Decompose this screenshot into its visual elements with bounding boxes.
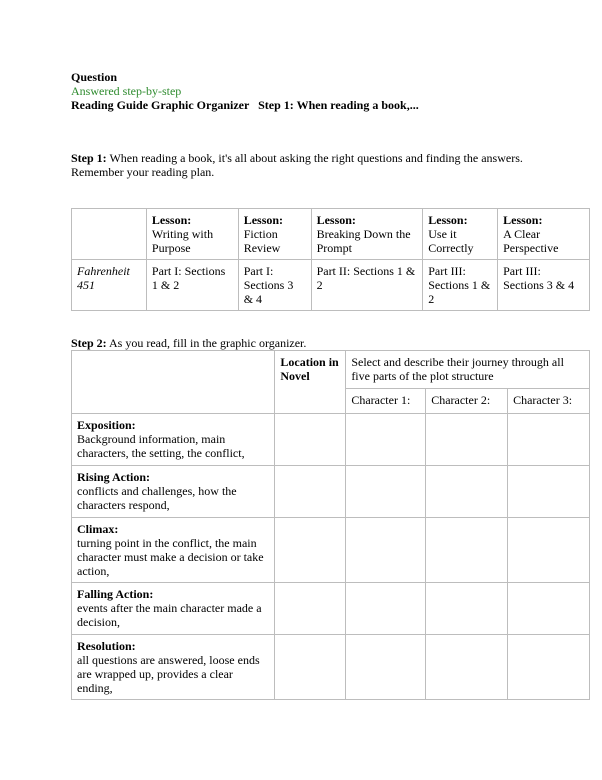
fill-cell[interactable]	[426, 583, 508, 635]
fill-cell[interactable]	[508, 635, 590, 700]
step1-label: Step 1:	[71, 151, 107, 165]
question-label: Question	[71, 70, 118, 84]
fill-cell[interactable]	[275, 518, 346, 583]
plot-stage-cell: Climax: turning point in the conflict, the main character must make a decision or take action,	[72, 518, 275, 583]
lesson-cell: Lesson: Writing with Purpose	[146, 209, 238, 260]
plot-stage-cell: Rising Action: conflicts and challenges, how the characters respond,	[72, 466, 275, 518]
fill-cell[interactable]	[508, 583, 590, 635]
plot-stage-cell: Falling Action: events after the main character made a decision,	[72, 583, 275, 635]
empty-cell	[72, 209, 147, 260]
table-row	[72, 518, 590, 583]
table-row	[72, 466, 590, 518]
table-row	[72, 635, 590, 700]
plot-stage-cell: Resolution: all questions are answered, loose ends are wrapped up, provides a clear ending,	[72, 635, 275, 700]
step2-text: As you read, fill in the graphic organizer.	[106, 336, 307, 350]
character-header: Character 1:	[346, 389, 426, 414]
fill-cell[interactable]	[346, 583, 426, 635]
lesson-cell: Lesson: Use it Correctly	[423, 209, 498, 260]
fill-cell[interactable]	[508, 414, 590, 466]
part-cell: Part I: Sections 1 & 2	[146, 260, 238, 311]
question-title: Reading Guide Graphic Organizer Step 1: When reading a book,...	[71, 98, 419, 112]
empty-cell	[72, 351, 275, 414]
location-header: Location in Novel	[275, 351, 346, 414]
table-row	[72, 583, 590, 635]
fill-cell[interactable]	[508, 518, 590, 583]
organizer-header-row	[72, 351, 590, 389]
fill-cell[interactable]	[426, 466, 508, 518]
document-header	[71, 70, 419, 112]
part-cell: Part III: Sections 3 & 4	[498, 260, 590, 311]
fill-cell[interactable]	[426, 414, 508, 466]
plot-stage-cell: Exposition: Background information, main characters, the setting, the conflict,	[72, 414, 275, 466]
lesson-row	[72, 209, 590, 260]
fill-cell[interactable]	[275, 466, 346, 518]
part-cell: Part III: Sections 1 & 2	[423, 260, 498, 311]
lesson-cell: Lesson: Breaking Down the Prompt	[311, 209, 423, 260]
fill-cell[interactable]	[346, 635, 426, 700]
step2-instructions	[71, 336, 306, 350]
step1-text: When reading a book, it's all about asking the right questions and finding the answers. Remember your reading plan.	[71, 151, 523, 179]
fill-cell[interactable]	[346, 518, 426, 583]
character-header: Character 2:	[426, 389, 508, 414]
fill-cell[interactable]	[346, 466, 426, 518]
book-title-cell: Fahrenheit 451	[72, 260, 147, 311]
journey-header: Select and describe their journey through all five parts of the plot structure	[346, 351, 590, 389]
answered-link[interactable]: Answered step-by-step	[71, 84, 182, 98]
step1-instructions	[71, 151, 541, 179]
parts-row	[72, 260, 590, 311]
fill-cell[interactable]	[426, 518, 508, 583]
part-cell: Part II: Sections 1 & 2	[311, 260, 423, 311]
reading-plan-table	[71, 208, 590, 311]
lesson-cell: Lesson: Fiction Review	[238, 209, 311, 260]
fill-cell[interactable]	[275, 635, 346, 700]
character-header: Character 3:	[508, 389, 590, 414]
table-row	[72, 414, 590, 466]
step2-label: Step 2:	[71, 336, 107, 350]
fill-cell[interactable]	[426, 635, 508, 700]
fill-cell[interactable]	[275, 414, 346, 466]
fill-cell[interactable]	[275, 583, 346, 635]
fill-cell[interactable]	[508, 466, 590, 518]
graphic-organizer-table	[71, 350, 590, 700]
part-cell: Part I: Sections 3 & 4	[238, 260, 311, 311]
lesson-cell: Lesson: A Clear Perspective	[498, 209, 590, 260]
fill-cell[interactable]	[346, 414, 426, 466]
